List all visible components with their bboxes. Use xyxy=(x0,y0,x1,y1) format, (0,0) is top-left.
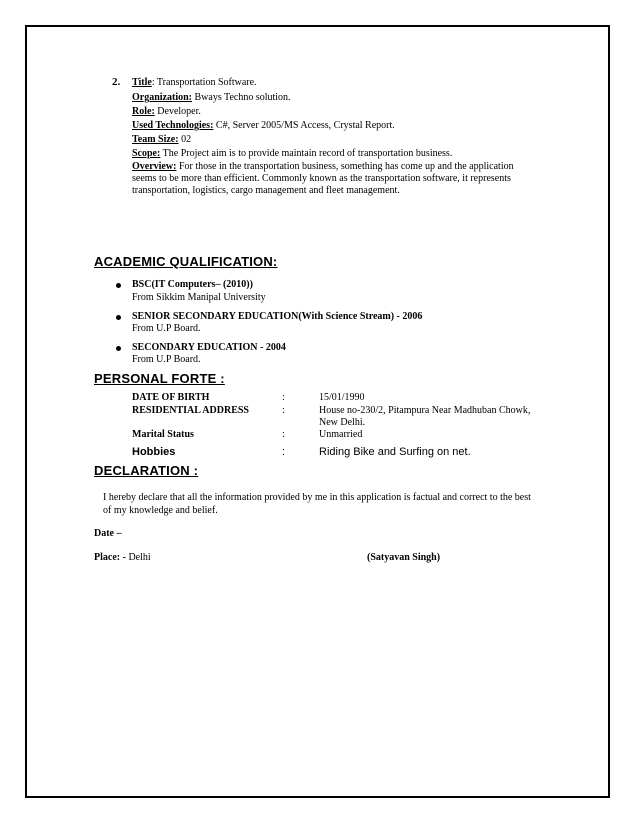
dob-label: DATE OF BIRTH xyxy=(132,392,210,403)
academic-item-sub: From U.P Board. xyxy=(132,323,201,334)
signature-name: (Satyavan Singh) xyxy=(367,552,441,563)
marital-colon: : xyxy=(282,429,285,440)
place-line xyxy=(94,551,151,564)
academic-item-title: BSC(IT Computers– (2010)) xyxy=(132,279,253,290)
project-role-line xyxy=(132,105,201,118)
bullet-icon xyxy=(116,315,121,320)
project-number: 2. xyxy=(112,76,121,88)
bullet-icon xyxy=(116,283,121,288)
address-colon: : xyxy=(282,405,285,416)
academic-item-title: SENIOR SECONDARY EDUCATION(With Science Stream) - 2006 xyxy=(132,311,423,322)
project-scope-line xyxy=(132,147,452,160)
address-label: RESIDENTIAL ADDRESS xyxy=(132,405,249,416)
role-value: Developer. xyxy=(154,106,201,117)
marital-value: Unmarried xyxy=(319,429,363,440)
project-title-line xyxy=(132,76,257,89)
academic-item-sub: From U.P Board. xyxy=(132,354,201,365)
overview-text-1: For those in the transportation business, something has come up and the application xyxy=(176,161,514,172)
marital-label: Marital Status xyxy=(132,429,194,440)
tech-label: Used Technologies: xyxy=(132,120,214,131)
declaration-text-2: of my knowledge and belief. xyxy=(103,505,218,516)
hobbies-label: Hobbies xyxy=(132,446,176,458)
project-team-line xyxy=(132,133,191,146)
address-line-2: New Delhi. xyxy=(319,417,366,428)
title-label: Title xyxy=(132,77,152,88)
hobbies-value: Riding Bike and Surfing on net. xyxy=(319,446,471,458)
hobbies-colon: : xyxy=(282,446,286,458)
date-label: Date – xyxy=(94,528,122,539)
organization-label: Organization: xyxy=(132,92,192,103)
team-label: Team Size: xyxy=(132,134,179,145)
scope-label: Scope: xyxy=(132,148,161,159)
dob-colon: : xyxy=(282,392,285,403)
place-label: Place: - xyxy=(94,552,129,563)
title-value: : Transportation Software. xyxy=(151,77,257,88)
academic-item-title: SECONDARY EDUCATION - 2004 xyxy=(132,342,286,353)
role-label: Role: xyxy=(132,106,155,117)
project-organization-line xyxy=(132,91,291,104)
academic-item-sub: From Sikkim Manipal University xyxy=(132,292,266,303)
overview-text-3: transportation, logistics, cargo management and fleet management. xyxy=(132,185,400,196)
declaration-text-1: I hereby declare that all the information provided by me in this application is factual and correct to the best xyxy=(103,492,531,503)
overview-text-2: seems to be more than efficient. Commonly known as the transportation software, it represents xyxy=(132,173,511,184)
personal-heading: PERSONAL FORTE : xyxy=(94,371,225,386)
academic-heading: ACADEMIC QUALIFICATION: xyxy=(94,254,278,269)
address-line-1: House no-230/2, Pitampura Near Madhuban Chowk, xyxy=(319,405,531,416)
scope-value: The Project aim is to provide maintain record of transportation business. xyxy=(160,148,453,159)
overview-label: Overview: xyxy=(132,161,177,172)
organization-value: Bways Techno solution. xyxy=(192,92,291,103)
tech-value: C#, Server 2005/MS Access, Crystal Report. xyxy=(213,120,395,131)
team-value: 02 xyxy=(178,134,192,145)
project-tech-line xyxy=(132,119,395,132)
bullet-icon xyxy=(116,346,121,351)
place-value: Delhi xyxy=(128,552,151,563)
declaration-heading: DECLARATION : xyxy=(94,463,199,478)
dob-value: 15/01/1990 xyxy=(319,392,365,403)
